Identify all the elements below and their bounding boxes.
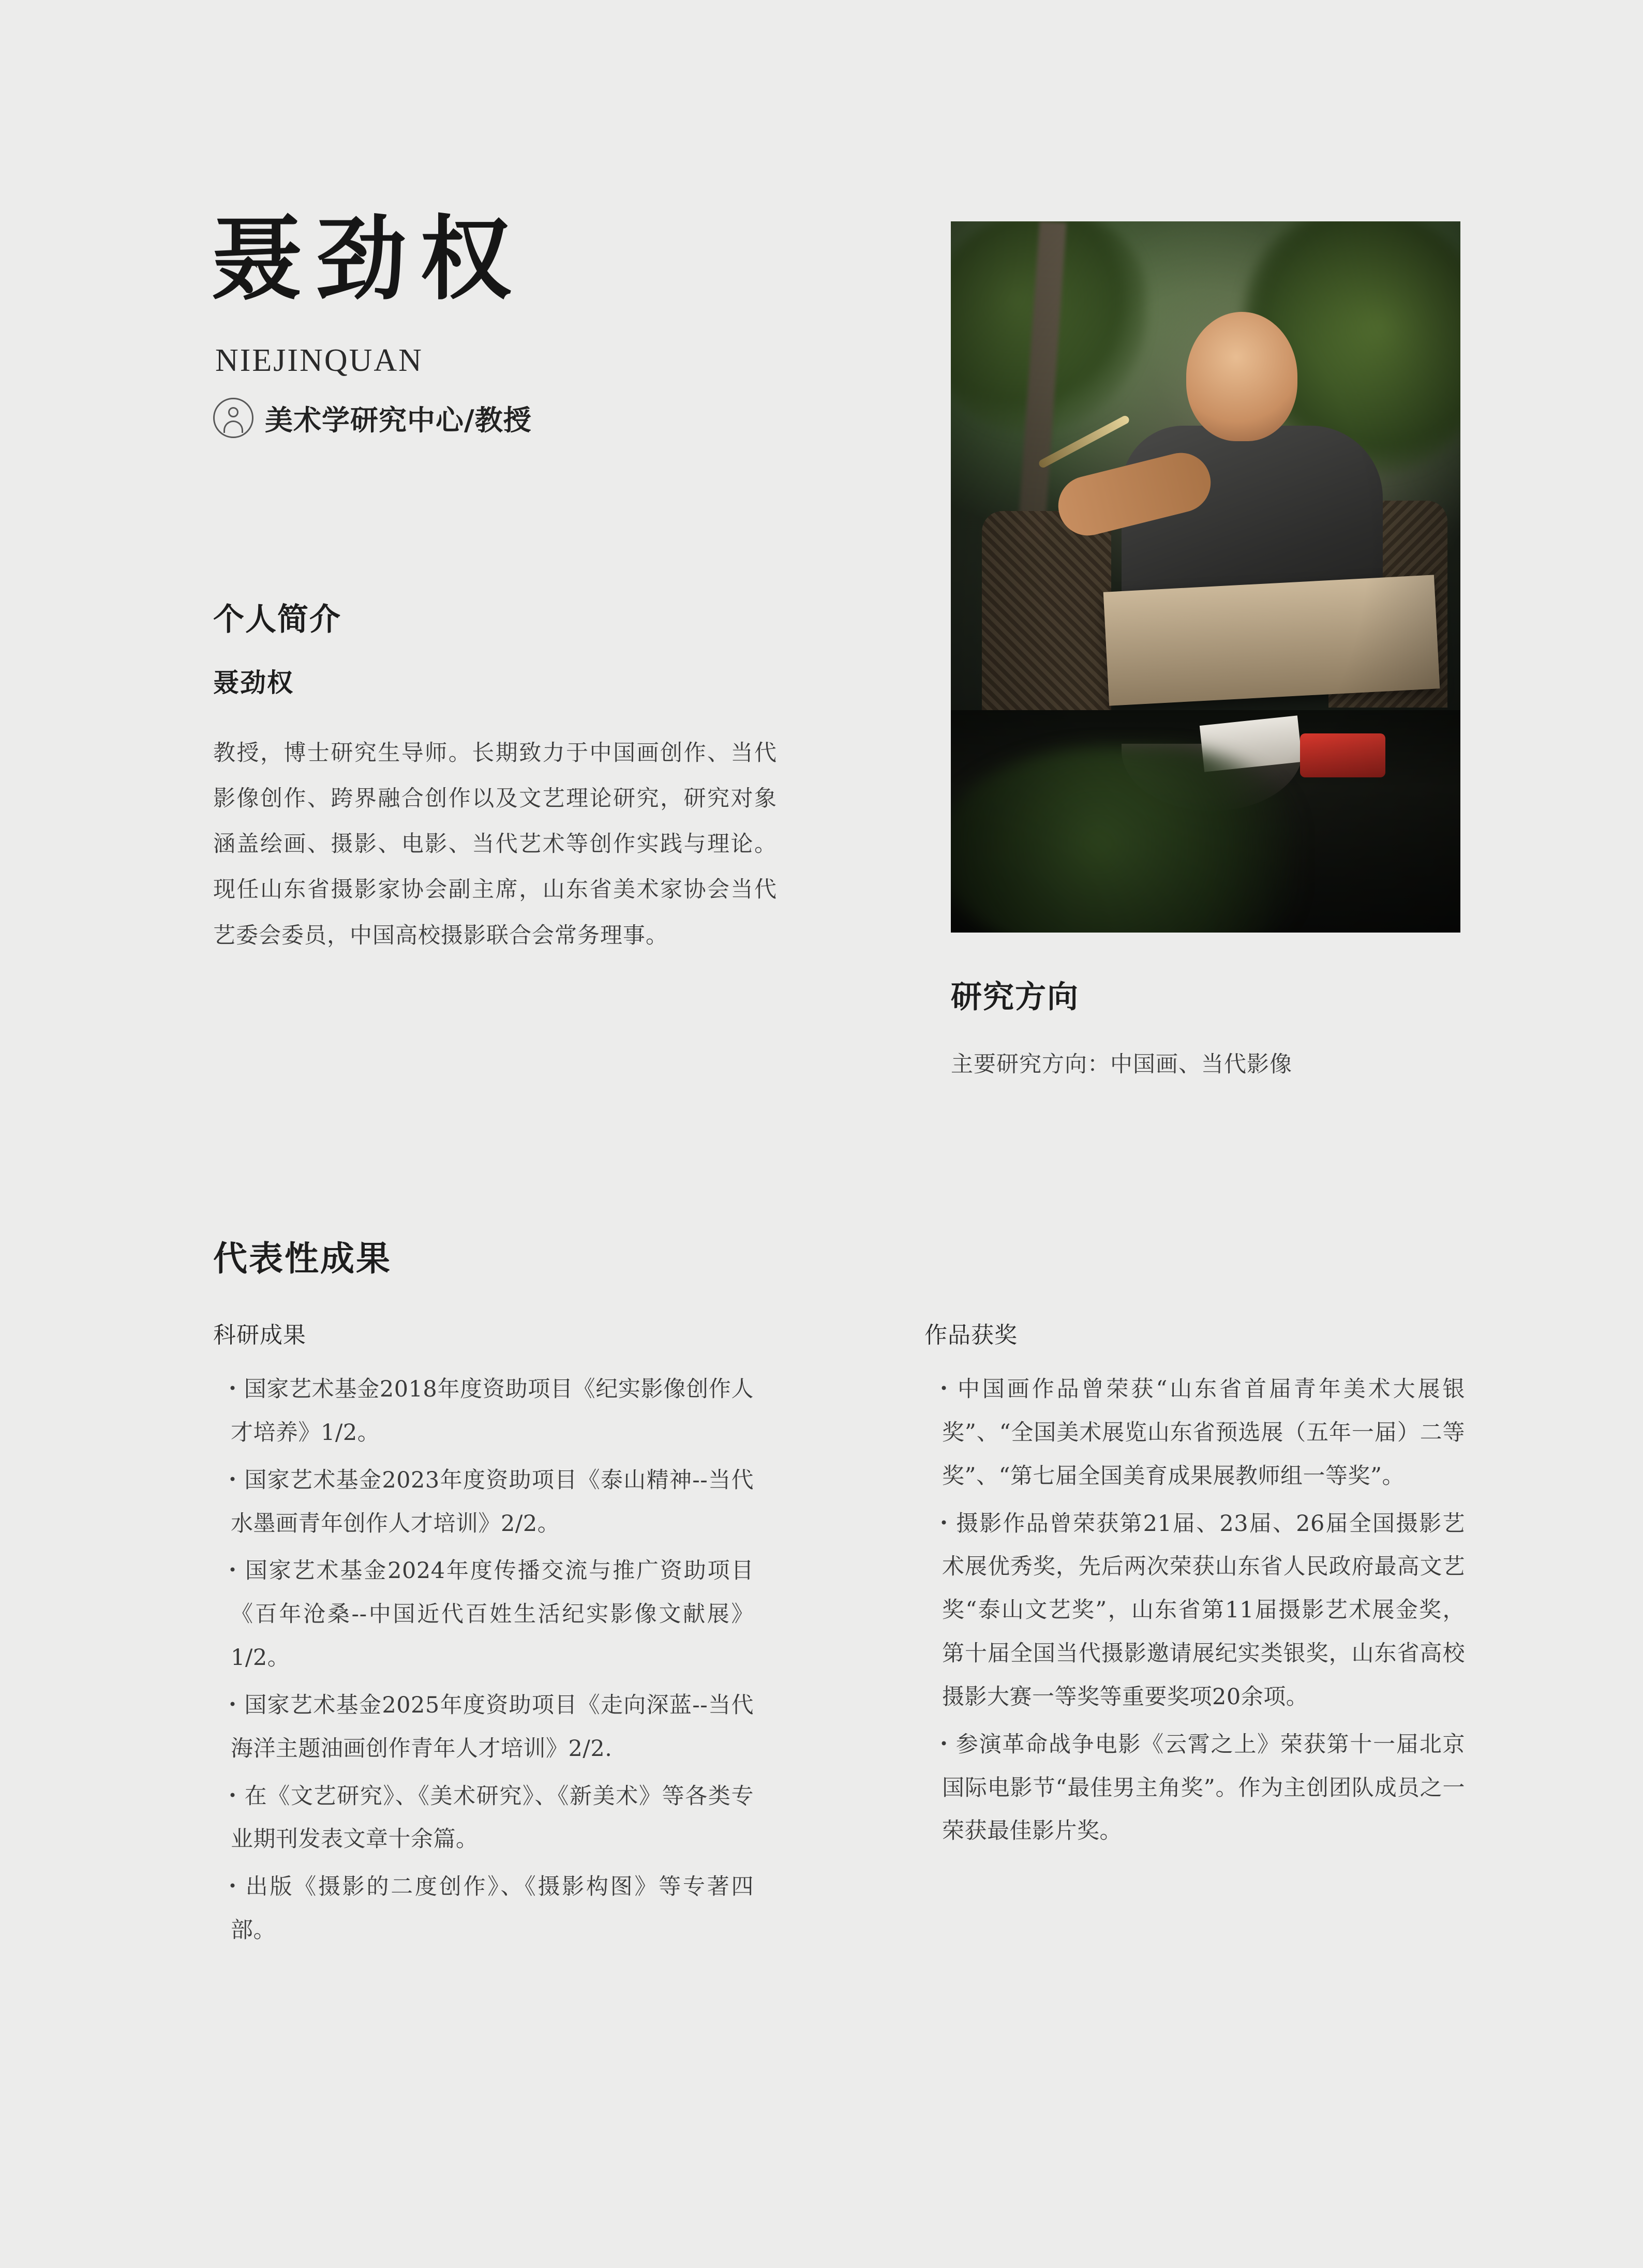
column-heading: 作品获奖	[924, 1322, 1018, 1348]
person-circle-icon	[213, 398, 253, 438]
bio-text: 教授，博士研究生导师。长期致力于中国画创作、当代影像创作、跨界融合创作以及文艺理论研究，研究对象涵盖绘画、摄影、电影、当代艺术等创作实践与理论。现任山东省摄影家协会副主席，山东省美术家协会当代艺委会委员，中国高校摄影联合会常务理事。	[213, 740, 777, 949]
achievements-column-research	[213, 1316, 754, 1957]
list-item: ・ 出版《摄影的二度创作》、《摄影构图》等专著四部。	[213, 1866, 754, 1952]
list-item: ・ 在《文艺研究》、《美术研究》、《新美术》等各类专业期刊发表文章十余篇。	[213, 1775, 754, 1862]
research-section	[951, 972, 1520, 1086]
portrait-photo-image	[951, 221, 1460, 933]
achievements-columns	[213, 1316, 1465, 1957]
achievements-section	[213, 1231, 1465, 1957]
name-romanized: NIEJINQUAN	[215, 343, 423, 379]
bio-name: 聂劲权	[213, 667, 294, 698]
bio-section-title: 个人简介	[213, 602, 341, 638]
achievements-title: 代表性成果	[213, 1238, 392, 1279]
list-item: ・ 中国画作品曾荣获“山东省首届青年美术大展银奖”、“全国美术展览山东省预选展（五年一届）二等奖”、“第七届全国美育成果展教师组一等奖”。	[924, 1368, 1465, 1498]
list-item: ・ 国家艺术基金2024年度传播交流与推广资助项目《百年沧桑--中国近代百姓生活纪实影像文献展》1/2。	[213, 1550, 754, 1680]
list-item: ・ 参演革命战争电影《云霄之上》荣获第十一届北京国际电影节“最佳男主角奖”。作为主创团队成员之一荣获最佳影片奖。	[924, 1723, 1465, 1854]
profile-header	[211, 207, 822, 438]
achievements-column-awards	[924, 1316, 1465, 1957]
bio-section	[213, 595, 777, 958]
research-section-title: 研究方向	[951, 979, 1079, 1015]
list-item: ・ 摄影作品曾荣获第21届、23届、26届全国摄影艺术展优秀奖，先后两次荣获山东省人民政府最高文艺奖“泰山文艺奖”，山东省第11届摄影艺术展金奖，第十届全国当代摄影邀请展纪实类银奖，山东省高校摄影大赛一等奖等重要奖项20余项。	[924, 1503, 1465, 1719]
column-heading: 科研成果	[213, 1322, 306, 1348]
research-text: 主要研究方向：中国画、当代影像	[951, 1052, 1292, 1077]
role-row	[213, 398, 822, 438]
portrait-photo	[951, 221, 1460, 933]
photo-vignette	[951, 221, 1460, 933]
role-label: 美术学研究中心/教授	[265, 403, 532, 437]
list-item: ・ 国家艺术基金2018年度资助项目《纪实影像创作人才培养》1/2。	[213, 1368, 754, 1455]
page-title: 聂劲权	[211, 205, 525, 312]
list-item: ・ 国家艺术基金2023年度资助项目《泰山精神--当代水墨画青年创作人才培训》2/2。	[213, 1459, 754, 1546]
list-item: ・ 国家艺术基金2025年度资助项目《走向深蓝--当代海洋主题油画创作青年人才培训》2/2.	[213, 1684, 754, 1771]
